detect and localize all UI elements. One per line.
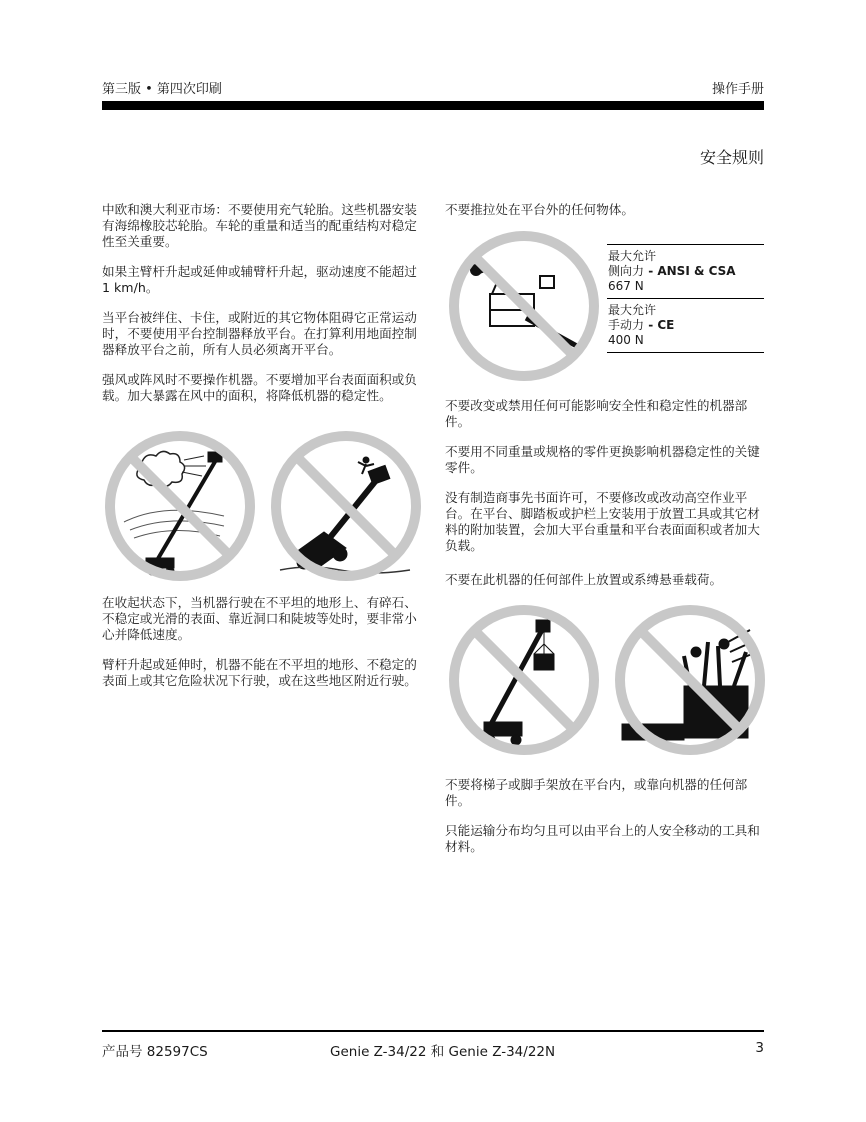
max-force-table: [607, 244, 764, 353]
manual-force-block: 最大允许 手动力 - CE 400 N: [607, 299, 764, 352]
paragraph-rough-terrain: 在收起状态下，当机器行驶在不平坦的地形上、有碎石、不稳定或光滑的表面、靠近洞口和陡坡等处时，要非常小心并降低速度。: [102, 595, 417, 642]
paragraph-tools-materials: 只能运输分布均匀且可以由平台上的人安全移动的工具和材料。: [445, 823, 760, 854]
no-tipping-illustration: [270, 430, 422, 582]
paragraph-push-pull: 不要推拉处在平台外的任何物体。: [445, 202, 634, 217]
right-column-middle: [445, 398, 765, 602]
footer-model: Genie Z-34/22 和 Genie Z-34/22N: [330, 1044, 556, 1060]
left-column-bottom: [102, 595, 422, 703]
footer-rule: [102, 1030, 764, 1032]
boom-with-load-icon: [484, 620, 554, 745]
header-manual-title: 操作手册: [711, 82, 764, 97]
prohibition-slash: [475, 631, 573, 729]
manual-force-value: 400 N: [608, 333, 644, 347]
side-force-block: 最大允许 侧向力 - ANSI & CSA 667 N: [607, 245, 764, 298]
no-suspended-load-illustration: [448, 604, 600, 756]
right-column-top: [445, 202, 765, 232]
footer-part-number: 产品号 82597CS: [102, 1044, 208, 1060]
prohibition-slash: [131, 457, 229, 555]
paragraph-no-replace-parts: 不要用不同重量或规格的零件更换影响机器稳定性的关键零件。: [445, 444, 760, 475]
no-push-pull-illustration: [448, 230, 600, 382]
side-force-value: 667 N: [608, 279, 644, 293]
paragraph-tires: 中欧和澳大利亚市场：不要使用充气轮胎。这些机器安装有海绵橡胶芯轮胎。车轮的重量和适当的配重结构对稳定性至关重要。: [102, 202, 417, 249]
paragraph-platform-release: 当平台被绊住、卡住，或附近的其它物体阻碍它正常运动时，不要使用平台控制器释放平台。在打算利用地面控制器释放平台之前，所有人员必须离开平台。: [102, 310, 417, 357]
paragraph-no-modify-parts: 不要改变或禁用任何可能影响安全性和稳定性的机器部件。: [445, 398, 748, 429]
paragraph-no-suspended-loads: 不要在此机器的任何部件上放置或系缚悬垂载荷。: [445, 572, 723, 587]
paragraph-boom-raised-driving: 臂杆升起或延伸时，机器不能在不平坦的地形、不稳定的表面上或其它危险状况下行驶，或在这些地区附近行驶。: [102, 657, 417, 688]
section-title: 安全规则: [699, 148, 764, 167]
paragraph-drive-speed: 如果主臂杆升起或延伸或辅臂杆升起，驱动速度不能超过 1 km/h。: [102, 264, 417, 295]
header-edition: 第三版 • 第四次印刷: [102, 82, 222, 97]
paragraph-no-alterations: 没有制造商事先书面许可，不要修改或改动高空作业平台。在平台、脚踏板或护栏上安装用于放置工具或其它材料的附加装置，会加大平台重量和平台表面面积或者加大负载。: [445, 490, 760, 553]
page-number: 3: [755, 1040, 764, 1056]
right-column-bottom: [445, 777, 765, 869]
paragraph-wind: 强风或阵风时不要操作机器。不要增加平台表面面积或负载。加大暴露在风中的面积，将降低机器的稳定性。: [102, 372, 417, 403]
paragraph-no-ladders: 不要将梯子或脚手架放在平台内，或靠向机器的任何部件。: [445, 777, 748, 808]
left-column-top: [102, 202, 422, 418]
speed-value: 1 km/h: [102, 280, 146, 295]
header-rule: [102, 101, 764, 110]
no-wind-operation-illustration: [104, 430, 256, 582]
no-overloaded-platform-illustration: [612, 604, 768, 756]
